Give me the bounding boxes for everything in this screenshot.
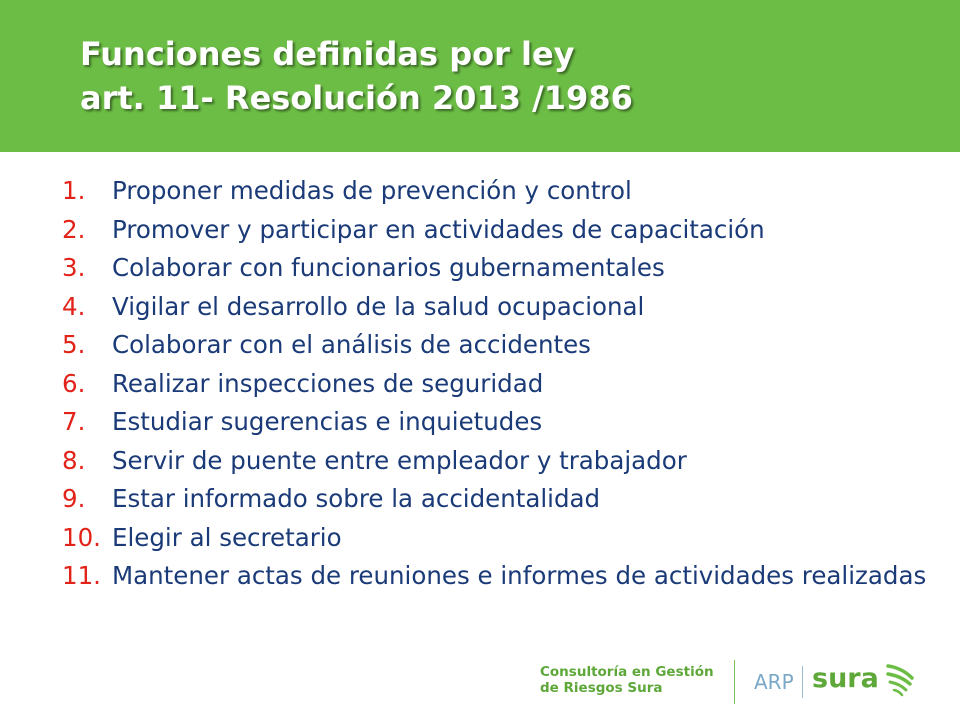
item-text: Servir de puente entre empleador y trabajador (112, 445, 687, 475)
list-item (62, 557, 942, 596)
title-banner (0, 0, 960, 152)
arp-separator (802, 666, 803, 698)
item-text: Mantener actas de reuniones e informes de actividades realizadas (112, 561, 927, 590)
consultoria-logo-text (540, 664, 720, 696)
item-number: 5. (62, 330, 86, 359)
item-number: 2. (62, 214, 86, 244)
list-item (62, 249, 942, 288)
item-text: Realizar inspecciones de seguridad (112, 368, 544, 398)
sura-logo-text: sura (812, 663, 879, 694)
item-text: Proponer medidas de prevención y control (112, 176, 632, 205)
item-number: 4. (62, 291, 86, 321)
item-text: Vigilar el desarrollo de la salud ocupacional (112, 291, 645, 321)
functions-list (62, 172, 942, 596)
list-item (62, 288, 942, 327)
list-item (62, 403, 942, 442)
item-number: 6. (62, 368, 86, 398)
sura-leaf-icon (884, 660, 916, 700)
slide-title (80, 32, 633, 120)
consultoria-line-2: de Riesgos Sura (540, 680, 663, 696)
title-line-2: art. 11- Resolución 2013 /1986 (80, 79, 633, 117)
item-number: 8. (62, 445, 86, 475)
title-line-1: Funciones definidas por ley (80, 35, 575, 73)
item-text: Colaborar con el análisis de accidentes (112, 330, 591, 359)
item-number: 1. (62, 176, 86, 205)
list-item (62, 442, 942, 481)
item-number: 11. (62, 561, 101, 590)
list-item (62, 519, 942, 558)
item-text: Colaborar con funcionarios gubernamentales (112, 253, 665, 282)
list-item (62, 172, 942, 211)
item-number: 3. (62, 253, 86, 282)
item-text: Estudiar sugerencias e inquietudes (112, 407, 543, 436)
item-number: 10. (62, 522, 101, 552)
item-text: Promover y participar en actividades de capacitación (112, 214, 765, 244)
item-text: Estar informado sobre la accidentalidad (112, 484, 601, 513)
item-number: 7. (62, 407, 86, 436)
list-item (62, 211, 942, 250)
footer-divider (734, 660, 735, 704)
list-item (62, 326, 942, 365)
list-item (62, 365, 942, 404)
arp-label: ARP (754, 670, 794, 694)
list-item (62, 480, 942, 519)
item-text: Elegir al secretario (112, 522, 342, 552)
consultoria-line-1: Consultoría en Gestión (540, 664, 714, 680)
item-number: 9. (62, 484, 86, 513)
